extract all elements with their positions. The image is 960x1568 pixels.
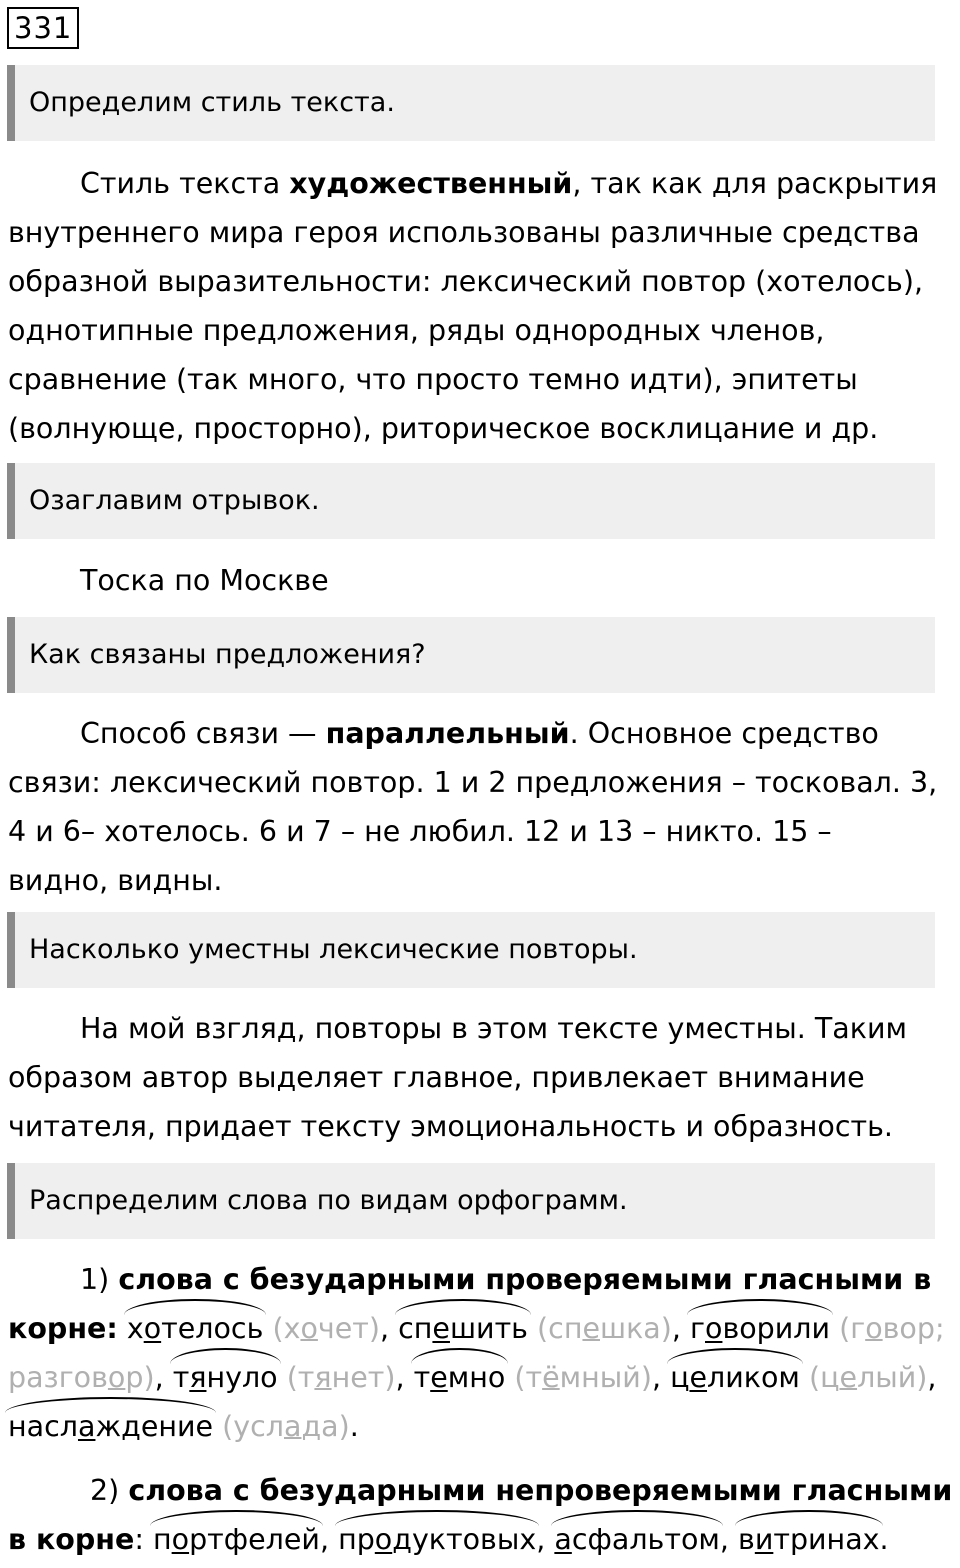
check-word: разговор) (8, 1361, 155, 1394)
word-speshit: спешить (398, 1304, 528, 1353)
answer-line: 4 и 6– хотелось. 6 и 7 – не любил. 12 и 13 – никто. 15 – (8, 815, 832, 848)
word-khotelos: хотелось (127, 1304, 264, 1353)
answer-line: Стиль текста художественный, так как для раскрытия (80, 167, 938, 200)
answer-line: образом автор выделяет главное, привлекает внимание (8, 1061, 865, 1094)
word-temno: темно (414, 1353, 506, 1402)
word-govorili: говорили (690, 1304, 830, 1353)
word-vitrinakh: витринах (738, 1515, 880, 1564)
question-bar-title: Озаглавим отрывок. (7, 463, 935, 539)
item-heading: 1) слова с безударными проверяемыми гласными в (80, 1263, 932, 1296)
orthogram-item-1 (8, 1255, 943, 1451)
question-bar-repeats: Насколько уместны лексические повторы. (7, 912, 935, 988)
word-line: корне: хотелось (хочет), спешить (спешка), говорили (говор; (8, 1304, 943, 1353)
check-word: (хочет) (272, 1312, 380, 1345)
word-tyanulo: тянуло (173, 1353, 278, 1402)
check-word: (целый) (808, 1361, 928, 1394)
question-bar-orthograms: Распределим слова по видам орфограмм. (7, 1163, 935, 1239)
answer-line: Тоска по Москве (80, 564, 329, 597)
answer-line: однотипные предложения, ряды однородных членов, (8, 314, 825, 347)
check-word: (услада) (222, 1410, 350, 1443)
check-word: (говор; (839, 1312, 945, 1345)
answer-line: Способ связи — параллельный. Основное средство (80, 717, 879, 750)
answer-line: сравнение (так много, что просто темно идти), эпитеты (8, 363, 858, 396)
answer-line: образной выразительности: лексический повтор (хотелось), (8, 265, 924, 298)
answer-connection (8, 709, 943, 905)
answer-line: (волнующе, просторно), риторическое восклицание и др. (8, 412, 879, 445)
word-line: наслаждение (услада). (8, 1402, 943, 1451)
answer-line: видно, видны. (8, 864, 223, 897)
answer-line: читателя, придает тексту эмоциональность и образность. (8, 1110, 893, 1143)
orthogram-item-2 (8, 1466, 953, 1564)
question-bar-style: Определим стиль текста. (7, 65, 935, 141)
word-produktovykh: продуктовых (338, 1515, 536, 1564)
word-portfeley: портфелей (153, 1515, 320, 1564)
item-heading: 2) слова с безударными непроверяемыми гласными (90, 1474, 953, 1507)
answer-title (8, 556, 943, 605)
answer-style (8, 159, 943, 453)
question-bar-connection: Как связаны предложения? (7, 617, 935, 693)
word-line: в корне: портфелей, продуктовых, асфальтом, витринах. (8, 1515, 943, 1564)
answer-line: связи: лексический повтор. 1 и 2 предложения – тосковал. 3, (8, 766, 938, 799)
word-celikom: целиком (670, 1353, 800, 1402)
answer-line: внутреннего мира героя использованы различные средства (8, 216, 920, 249)
word-naslazhdenie: наслаждение (8, 1402, 213, 1451)
answer-repeats (8, 1004, 943, 1151)
check-word: (спешка) (537, 1312, 672, 1345)
answer-line: На мой взгляд, повторы в этом тексте уместны. Таким (80, 1012, 907, 1045)
exercise-number: 331 (7, 7, 79, 49)
word-asfaltom: асфальтом (554, 1515, 720, 1564)
check-word: (тянет) (286, 1361, 396, 1394)
check-word: (тёмный) (514, 1361, 652, 1394)
word-line: разговор), тянуло (тянет), темно (тёмный), целиком (целый), (8, 1353, 943, 1402)
